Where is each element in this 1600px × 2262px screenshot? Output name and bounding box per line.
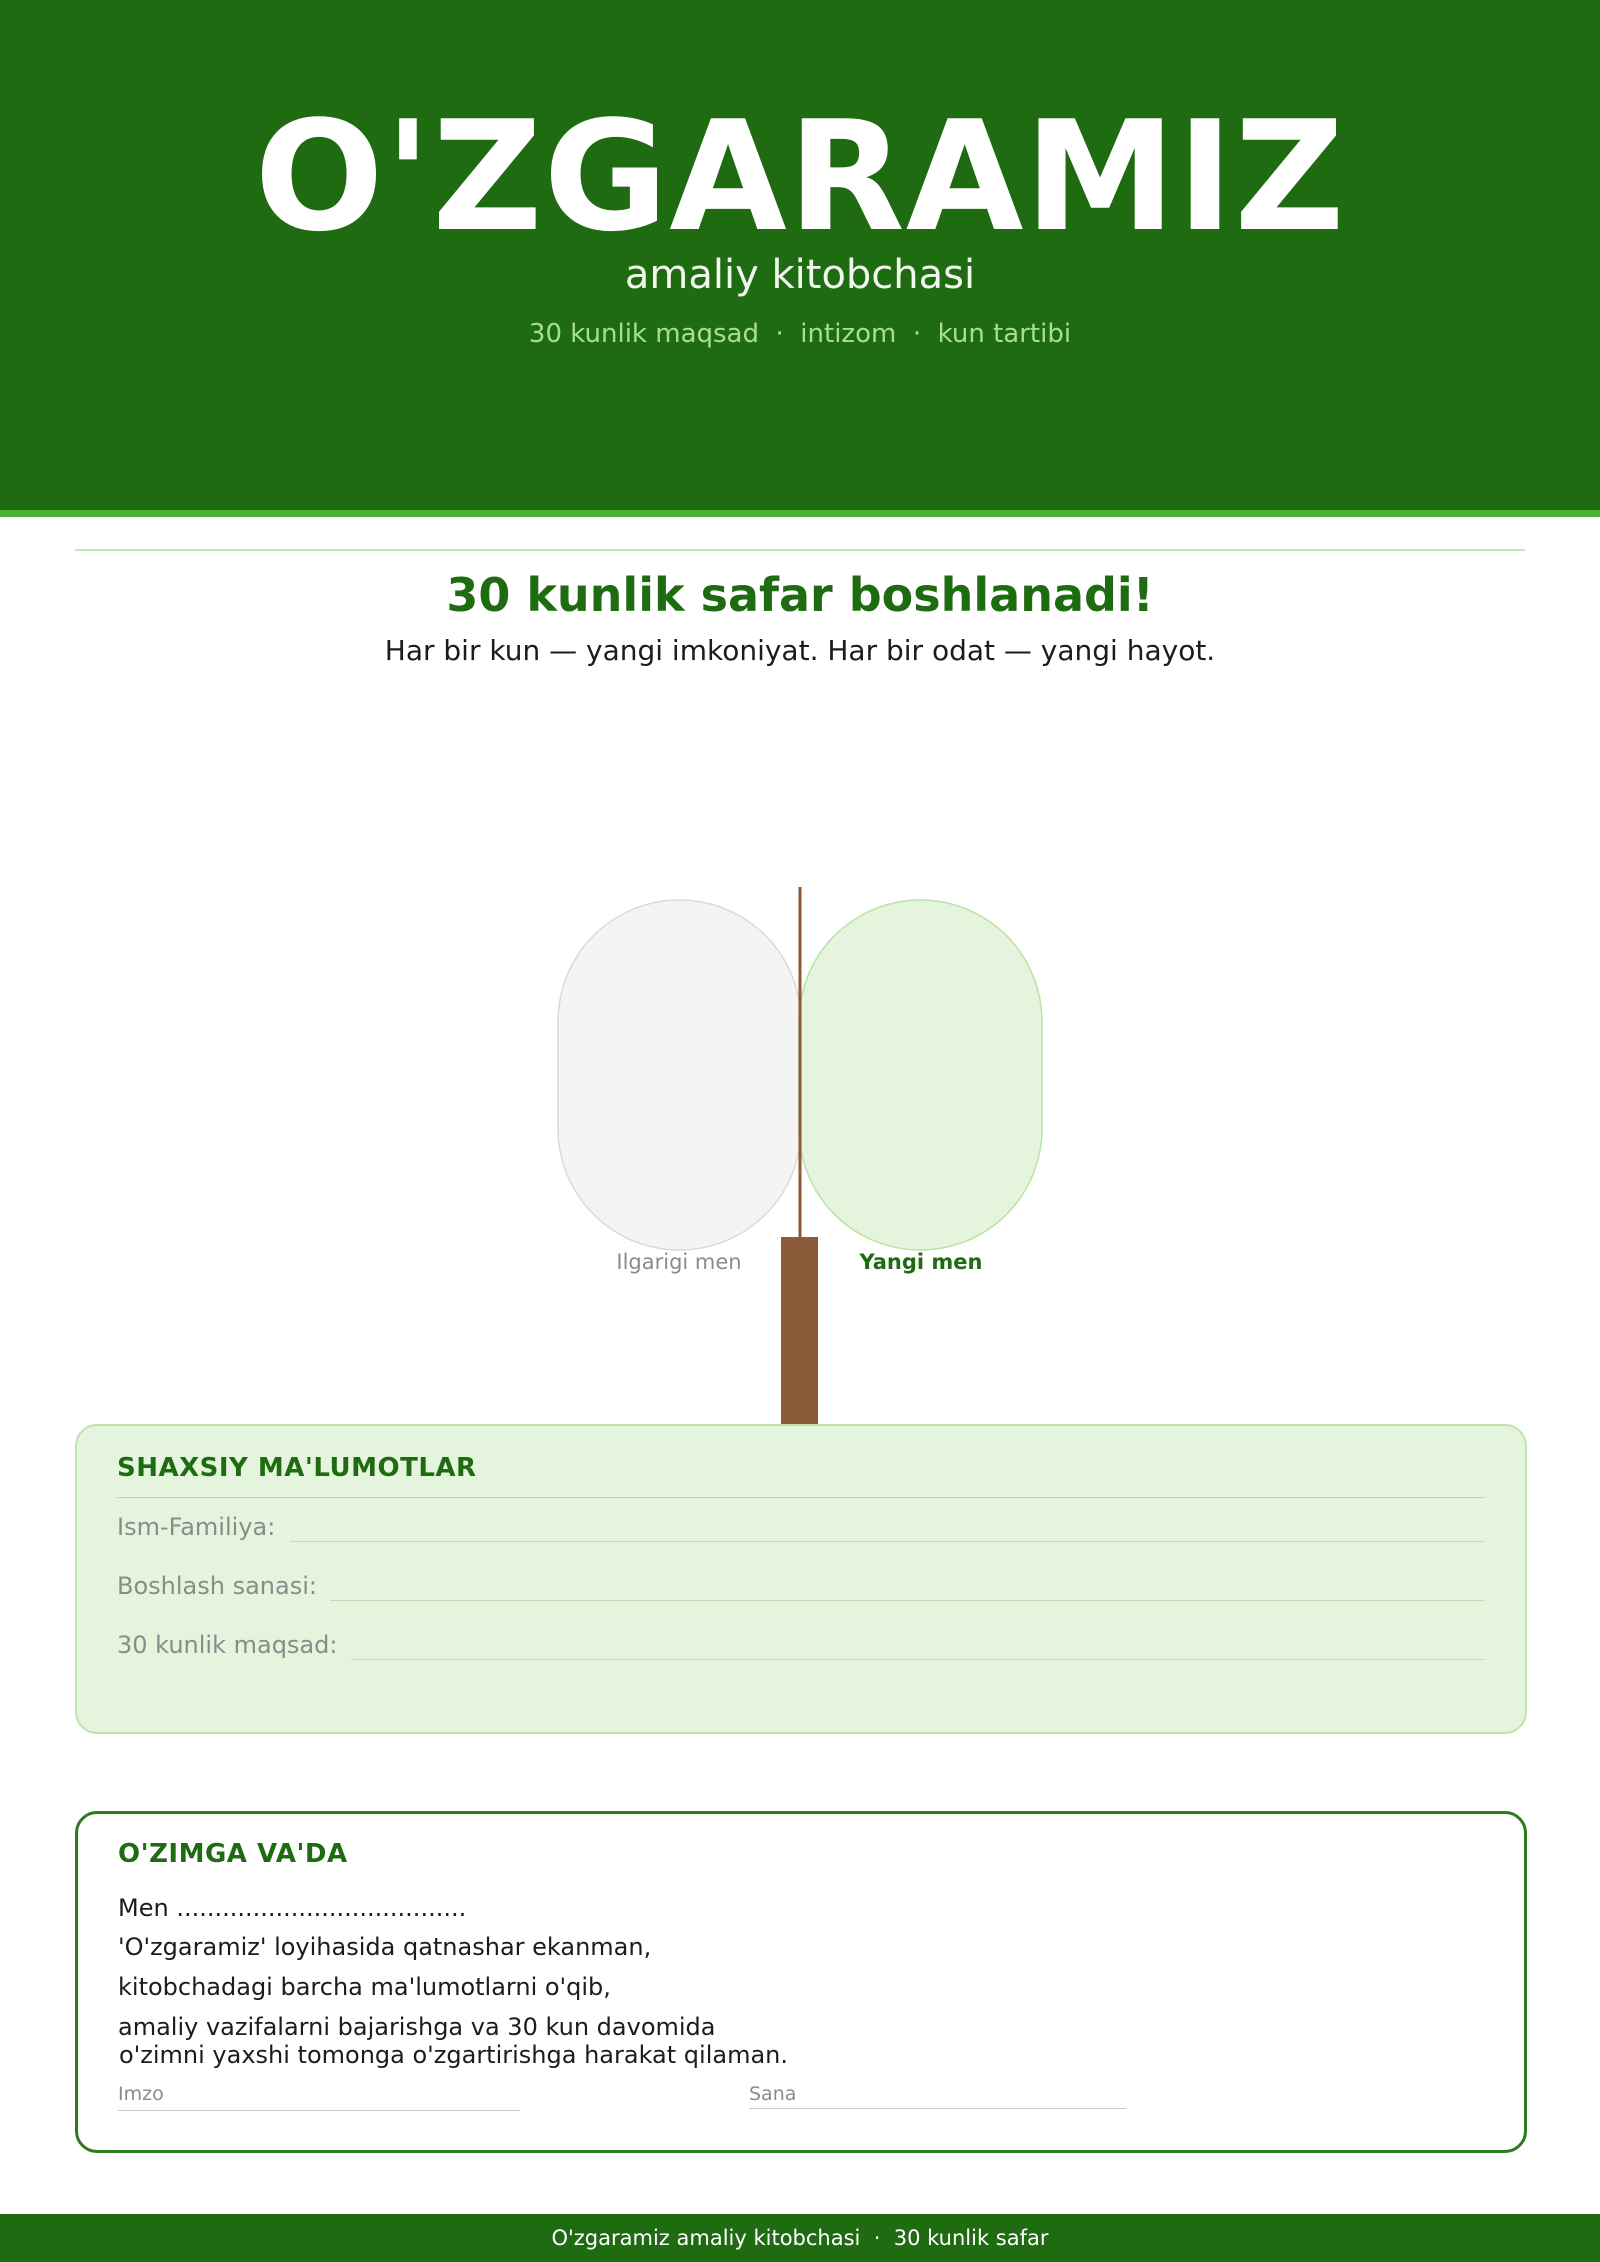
personal-info-title: SHAXSIY MA'LUMOTLAR <box>117 1453 477 1483</box>
new-self-shape <box>799 900 1042 1250</box>
intro-headline: 30 kunlik safar boshlanadi! <box>446 568 1154 622</box>
header-banner <box>0 0 1600 510</box>
name-field[interactable] <box>290 1541 1485 1542</box>
page-tagline: 30 kunlik maqsad · intizom · kun tartibi <box>528 319 1072 349</box>
start-date-field[interactable] <box>330 1600 1485 1601</box>
goal-field[interactable] <box>351 1659 1485 1660</box>
signature-field[interactable] <box>118 2110 520 2111</box>
tree-trunk <box>781 1237 818 1427</box>
pledge-title: O'ZIMGA VA'DA <box>118 1839 348 1869</box>
footer-text: O'zgaramiz amaliy kitobchasi · 30 kunlik safar <box>551 2226 1049 2250</box>
start-date-field-label: Boshlash sanasi: <box>117 1572 317 1600</box>
name-field-label: Ism-Familiya: <box>117 1513 276 1541</box>
transformation-illustration <box>0 870 1600 1430</box>
intro-divider <box>75 549 1525 551</box>
pledge-line: amaliy vazifalarni bajarishga va 30 kun davomida <box>118 2013 716 2041</box>
pledge-line: kitobchadagi barcha ma'lumotlarni o'qib, <box>118 1973 611 2001</box>
pledge-line: Men ...................................... <box>118 1894 467 1922</box>
header-accent-stripe <box>0 510 1600 517</box>
pledge-line: 'O'zgaramiz' loyihasida qatnashar ekanman, <box>118 1933 652 1961</box>
personal-info-card <box>75 1424 1527 1734</box>
page-title: O'ZGARAMIZ <box>254 88 1346 265</box>
intro-motto: Har bir kun — yangi imkoniyat. Har bir odat — yangi hayot. <box>384 634 1216 667</box>
pledge-card <box>75 1811 1527 2153</box>
footer-bar <box>0 2214 1600 2262</box>
goal-field-label: 30 kunlik maqsad: <box>117 1631 338 1659</box>
personal-info-divider <box>117 1497 1485 1498</box>
old-self-shape <box>558 900 801 1250</box>
old-self-label: Ilgarigi men <box>616 1250 742 1274</box>
date-label: Sana <box>749 2083 797 2105</box>
signature-label: Imzo <box>118 2083 164 2105</box>
page-subtitle: amaliy kitobchasi <box>624 252 976 298</box>
date-field[interactable] <box>749 2108 1126 2109</box>
new-self-label: Yangi men <box>859 1250 983 1274</box>
pledge-line: o'zimni yaxshi tomonga o'zgartirishga harakat qilaman. <box>119 2041 788 2069</box>
